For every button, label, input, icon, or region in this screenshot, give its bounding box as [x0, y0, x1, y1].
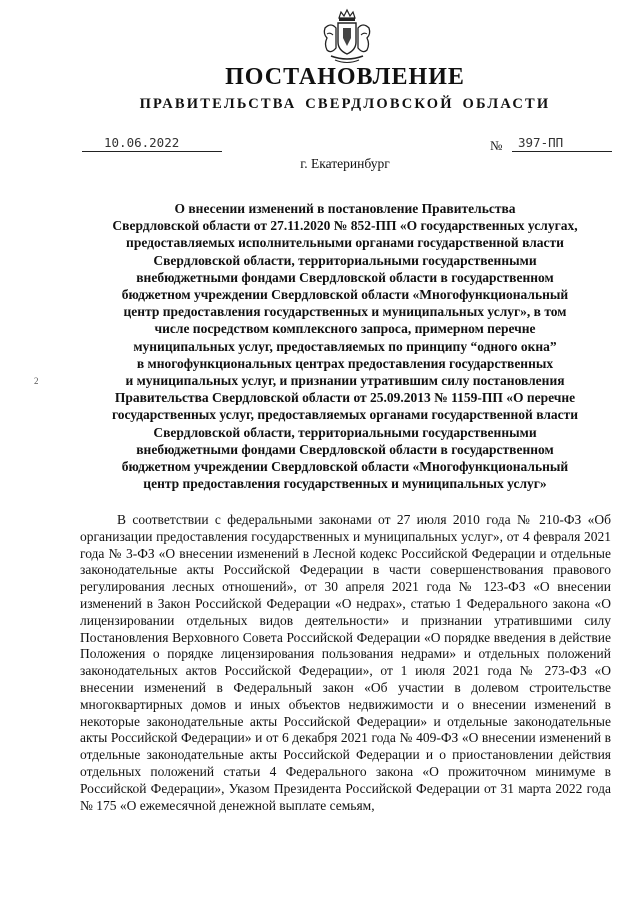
title-line: Правительства Свердловской области от 25.09.2013 № 1159-ПП «О перечне: [114, 390, 576, 406]
title-line: числе посредством комплексного запроса, примерном перечне: [154, 321, 536, 337]
document-type-heading: ПОСТАНОВЛЕНИЕ: [225, 64, 465, 90]
title-line: муниципальных услуг, предоставляемых по принципу “одного окна”: [133, 338, 557, 354]
title-line: бюджетном учреждении Свердловской области «Многофункциональный: [121, 459, 569, 475]
margin-mark: 2: [34, 376, 39, 386]
document-date-field: 10.06.2022: [82, 134, 222, 152]
title-line: Свердловской области, территориальными государственными: [153, 252, 537, 268]
document-title: [80, 200, 610, 492]
title-line: О внесении изменений в постановление Правительства: [174, 201, 516, 216]
title-line: предоставляемых исполнительными органами государственной власти: [126, 235, 564, 251]
title-line: в многофункциональных центрах предоставления государственных: [136, 355, 554, 371]
title-line: бюджетном учреждении Свердловской области «Многофункциональный: [121, 287, 569, 303]
title-line: центр предоставления государственных и муниципальных услуг», в том: [123, 304, 567, 320]
preamble-paragraph: В соответствии с федеральными законами от 27 июля 2010 года № 210-ФЗ «Об организации предоставления государственных и муниципальных услуг», от 4 февраля 2021 года № 3-ФЗ «О внесении изменений в Лесной кодекс Российской Федерации и отдельные законодательные акты Российской Федерации в части совершенствования правового регулирования лесных отношений», от 30 апреля 2021 года № 123-ФЗ «О внесении изменений в Закон Российской Федерации «О недрах», статью 1 Федерального закона «О лицензировании отдельных видов деятельности» и признании утратившими силу Постановления Верховного Совета Российской Федерации «О порядке введения в действие Положения о порядке лицензирования пользования недрами» и отдельных положений законодательных актов Российской Федерации», от 1 июля 2021 года № 273-ФЗ «О внесении изменений в Федеральный закон «Об участии в долевом строительстве многоквартирных домов и иных объектов недвижимости и о внесении изменений в некоторые законодательные акты Российской Федерации» и отдельные законодательные акты Российской Федерации» и от 6 декабря 2021 года № 409-ФЗ «О внесении изменений в отдельные законодательные акты Российской Федерации и о приостановлении действия отдельных положений статьи 4 Федерального закона «О прожиточном минимуме в Российской Федерации», Указом Президента Российской Федерации от 31 марта 2022 года № 175 «О ежемесячной денежной выплате семьям,: [80, 512, 611, 813]
issuing-city: г. Екатеринбург: [300, 156, 390, 171]
document-number-field: 397-ПП: [512, 134, 612, 152]
title-line: Свердловской области от 27.11.2020 № 852-ПП «О государственных услугах,: [112, 218, 578, 234]
issuing-authority: ПРАВИТЕЛЬСТВА СВЕРДЛОВСКОЙ ОБЛАСТИ: [139, 96, 551, 112]
title-line: внебюджетными фондами Свердловской области в государственном: [136, 441, 554, 457]
title-line: центр предоставления государственных и муниципальных услуг»: [143, 476, 547, 492]
title-line: внебюджетными фондами Свердловской области в государственном: [136, 269, 554, 285]
title-line: государственных услуг, предоставляемых органами государственной власти: [111, 407, 579, 423]
coat-of-arms-emblem: [321, 8, 373, 66]
title-line: Свердловской области, территориальными государственными: [153, 424, 537, 440]
number-sign: №: [490, 138, 503, 153]
title-line: и муниципальных услуг, и признании утратившим силу постановления: [125, 373, 565, 389]
